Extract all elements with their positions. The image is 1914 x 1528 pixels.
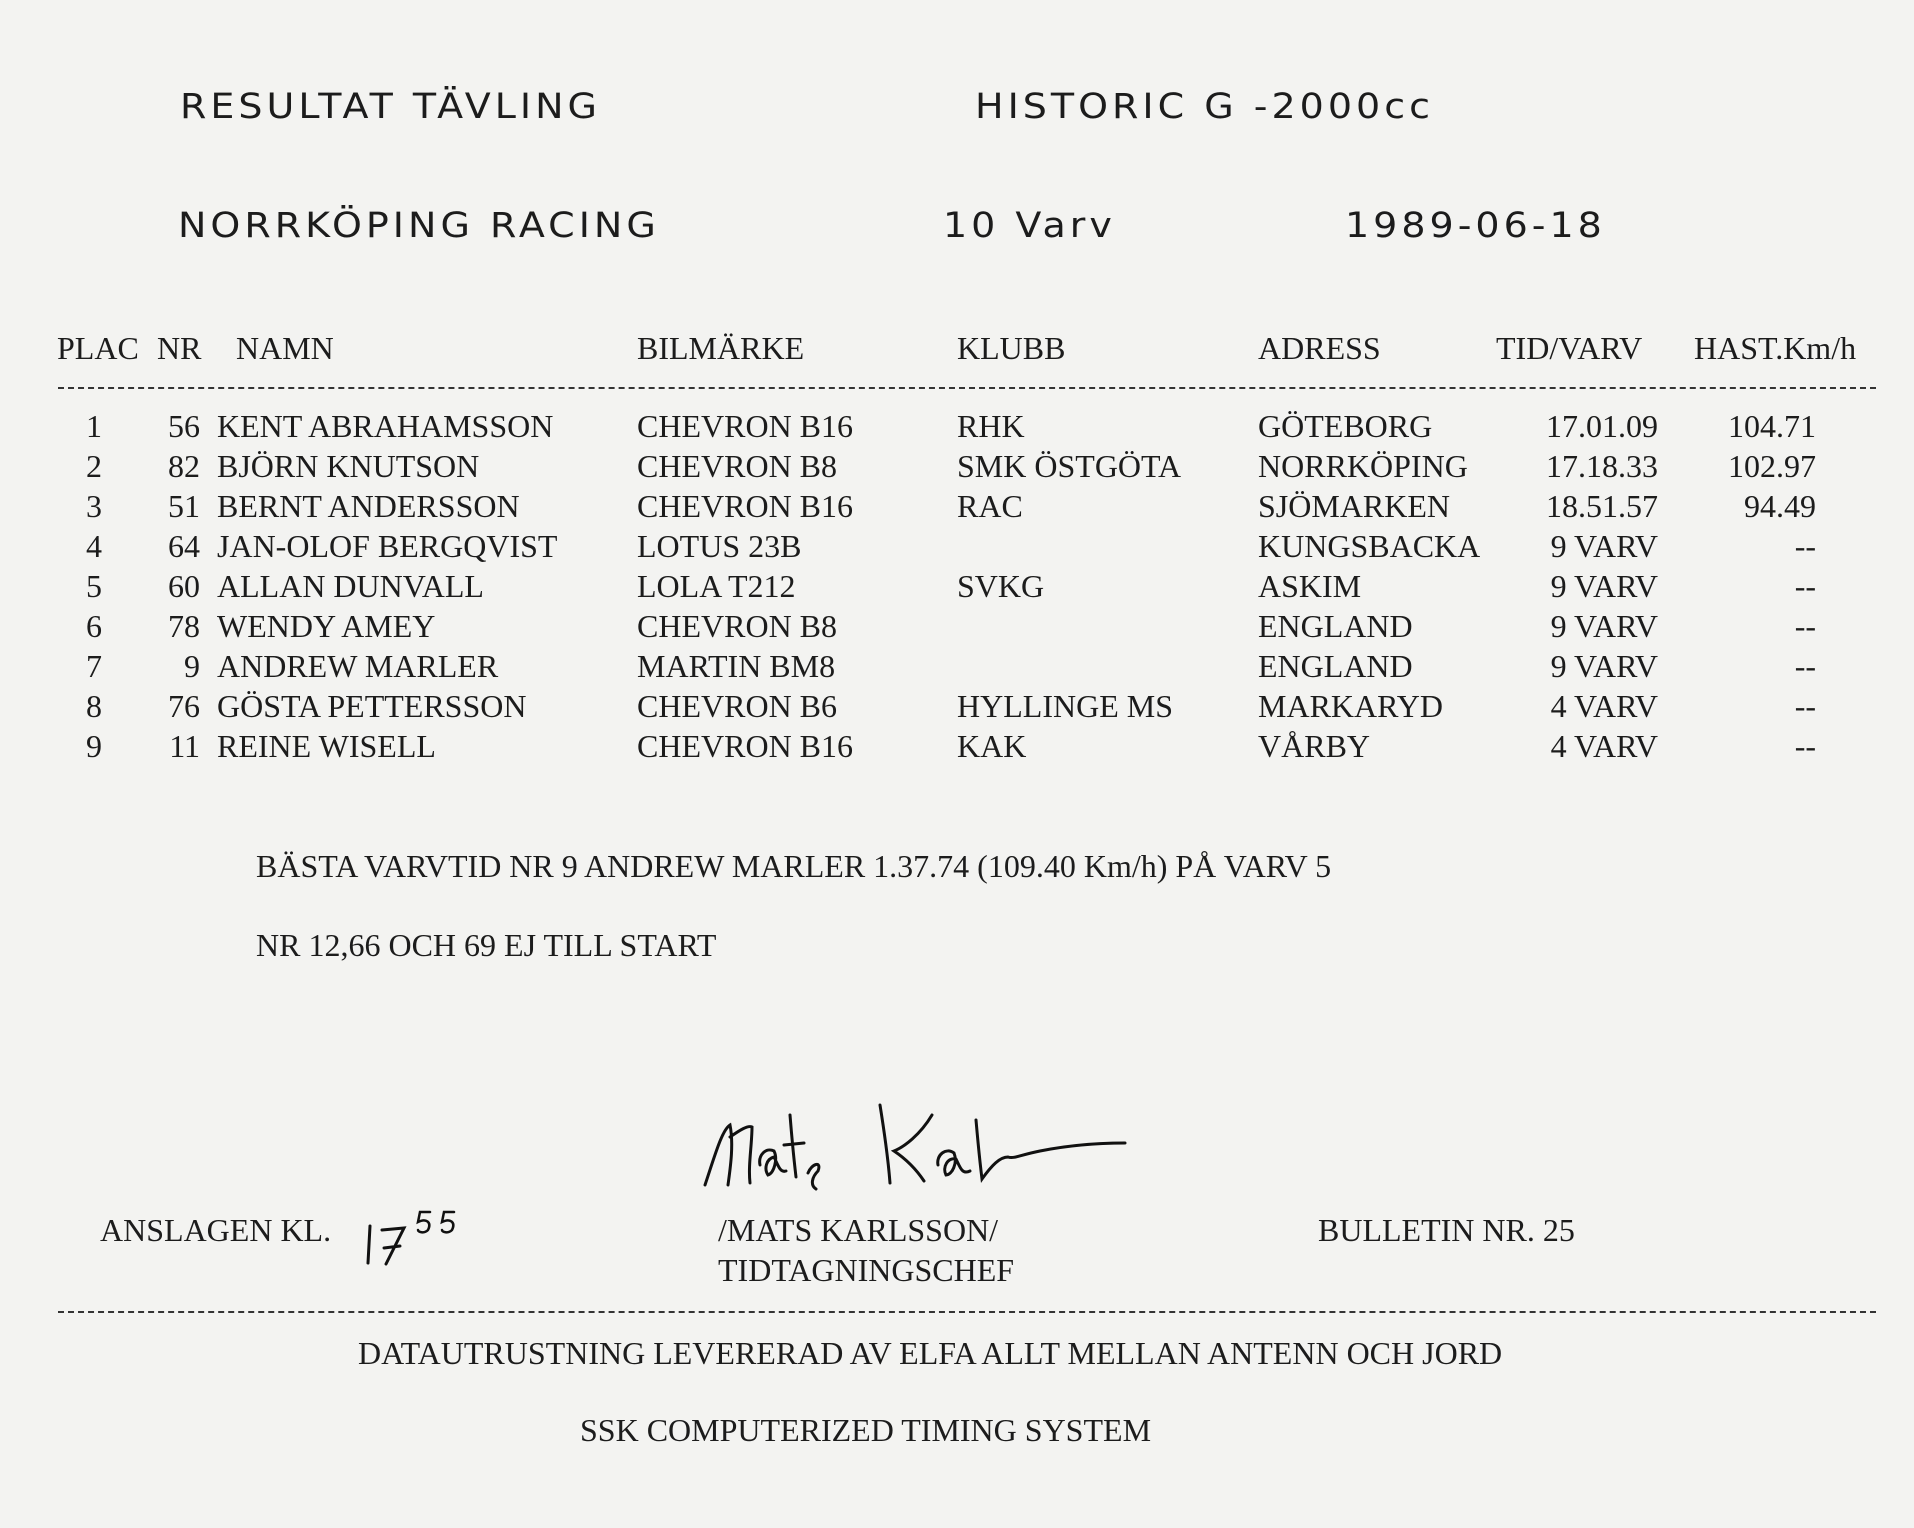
cell-plac: 2: [86, 448, 102, 484]
cell-plac: 8: [86, 688, 102, 724]
cell-klubb: HYLLINGE MS: [957, 688, 1173, 724]
col-header-nr: NR: [157, 330, 202, 366]
cell-nr: 64: [168, 528, 200, 564]
handwritten-signature: [700, 1085, 1130, 1205]
col-header-namn: NAMN: [236, 330, 334, 366]
not-started-note: NR 12,66 OCH 69 EJ TILL START: [256, 927, 717, 963]
cell-nr: 78: [168, 608, 200, 644]
cell-nr: 60: [168, 568, 200, 604]
col-header-plac: PLAC: [57, 330, 139, 366]
cell-plac: 4: [86, 528, 102, 564]
col-header-tid-varv: TID/VARV: [1496, 330, 1643, 366]
cell-nr: 82: [168, 448, 200, 484]
cell-nr: 9: [184, 648, 200, 684]
cell-plac: 3: [86, 488, 102, 524]
handwritten-time: [362, 1208, 482, 1268]
cell-tid-varv: 9 VARV: [1550, 568, 1658, 604]
cell-bilmarke: LOLA T212: [637, 568, 796, 604]
cell-namn: JAN-OLOF BERGQVIST: [217, 528, 558, 564]
cell-namn: WENDY AMEY: [217, 608, 436, 644]
cell-hast: 102.97: [1728, 448, 1816, 484]
table-row: [0, 448, 1914, 488]
cell-adress: GÖTEBORG: [1258, 408, 1433, 444]
cell-nr: 51: [168, 488, 200, 524]
cell-plac: 1: [86, 408, 102, 444]
event-date: 1989-06-18: [1345, 205, 1606, 246]
cell-tid-varv: 9 VARV: [1550, 608, 1658, 644]
cell-bilmarke: CHEVRON B8: [637, 448, 838, 484]
header-divider: [58, 387, 1876, 389]
table-row: [0, 648, 1914, 688]
cell-hast: --: [1794, 568, 1816, 604]
posted-label: ANSLAGEN KL.: [100, 1212, 332, 1248]
table-row: [0, 728, 1914, 768]
col-header-hast: HAST.Km/h: [1694, 330, 1857, 366]
cell-namn: BERNT ANDERSSON: [217, 488, 520, 524]
table-row: [0, 608, 1914, 648]
cell-bilmarke: CHEVRON B6: [637, 688, 838, 724]
cell-namn: GÖSTA PETTERSSON: [217, 688, 527, 724]
timing-system-line: SSK COMPUTERIZED TIMING SYSTEM: [580, 1412, 1152, 1448]
cell-klubb: RHK: [957, 408, 1025, 444]
cell-bilmarke: LOTUS 23B: [637, 528, 802, 564]
cell-tid-varv: 4 VARV: [1550, 728, 1658, 764]
cell-tid-varv: 17.18.33: [1546, 448, 1658, 484]
cell-hast: --: [1794, 648, 1816, 684]
event-name: NORRKÖPING RACING: [178, 205, 660, 246]
cell-adress: NORRKÖPING: [1258, 448, 1468, 484]
cell-tid-varv: 9 VARV: [1550, 648, 1658, 684]
cell-namn: ANDREW MARLER: [217, 648, 499, 684]
laps-count: 10 Varv: [943, 205, 1116, 246]
cell-klubb: SVKG: [957, 568, 1045, 604]
cell-klubb: SMK ÖSTGÖTA: [957, 448, 1182, 484]
col-header-adress: ADRESS: [1258, 330, 1381, 366]
cell-klubb: KAK: [957, 728, 1027, 764]
cell-hast: --: [1794, 528, 1816, 564]
cell-plac: 6: [86, 608, 102, 644]
table-row: [0, 688, 1914, 728]
cell-nr: 76: [168, 688, 200, 724]
cell-namn: REINE WISELL: [217, 728, 436, 764]
cell-nr: 56: [168, 408, 200, 444]
cell-bilmarke: CHEVRON B16: [637, 408, 854, 444]
table-row: [0, 408, 1914, 448]
cell-hast: --: [1794, 688, 1816, 724]
cell-plac: 5: [86, 568, 102, 604]
cell-hast: --: [1794, 728, 1816, 764]
bulletin-number: BULLETIN NR. 25: [1318, 1212, 1575, 1248]
cell-nr: 11: [169, 728, 200, 764]
title-left: RESULTAT TÄVLING: [180, 86, 601, 127]
cell-klubb: RAC: [957, 488, 1023, 524]
cell-adress: ENGLAND: [1258, 648, 1413, 684]
cell-bilmarke: CHEVRON B16: [637, 488, 854, 524]
cell-adress: MARKARYD: [1258, 688, 1443, 724]
sponsor-line: DATAUTRUSTNING LEVERERAD AV ELFA ALLT MELLAN ANTENN OCH JORD: [358, 1335, 1503, 1371]
best-lap-note: BÄSTA VARVTID NR 9 ANDREW MARLER 1.37.74 (109.40 Km/h) PÅ VARV 5: [256, 848, 1332, 884]
table-row: [0, 488, 1914, 528]
col-header-bilmarke: BILMÄRKE: [637, 330, 805, 366]
cell-hast: 94.49: [1744, 488, 1816, 524]
cell-adress: SJÖMARKEN: [1258, 488, 1451, 524]
signer-role: TIDTAGNINGSCHEF: [718, 1252, 1015, 1288]
cell-adress: KUNGSBACKA: [1258, 528, 1481, 564]
signer-name: /MATS KARLSSON/: [718, 1212, 999, 1248]
cell-tid-varv: 9 VARV: [1550, 528, 1658, 564]
footer-divider: [58, 1311, 1876, 1313]
cell-tid-varv: 18.51.57: [1546, 488, 1658, 524]
cell-bilmarke: MARTIN BM8: [637, 648, 836, 684]
cell-namn: KENT ABRAHAMSSON: [217, 408, 554, 444]
cell-tid-varv: 17.01.09: [1546, 408, 1658, 444]
col-header-klubb: KLUBB: [957, 330, 1066, 366]
title-right: HISTORIC G -2000cc: [975, 86, 1434, 127]
table-row: [0, 568, 1914, 608]
table-row: [0, 528, 1914, 568]
cell-plac: 7: [86, 648, 102, 684]
cell-adress: ENGLAND: [1258, 608, 1413, 644]
cell-namn: ALLAN DUNVALL: [217, 568, 484, 604]
cell-hast: --: [1794, 608, 1816, 644]
cell-bilmarke: CHEVRON B8: [637, 608, 838, 644]
cell-tid-varv: 4 VARV: [1550, 688, 1658, 724]
cell-namn: BJÖRN KNUTSON: [217, 448, 480, 484]
cell-adress: ASKIM: [1258, 568, 1362, 604]
cell-adress: VÅRBY: [1258, 728, 1371, 764]
cell-hast: 104.71: [1728, 408, 1816, 444]
cell-bilmarke: CHEVRON B16: [637, 728, 854, 764]
cell-plac: 9: [86, 728, 102, 764]
